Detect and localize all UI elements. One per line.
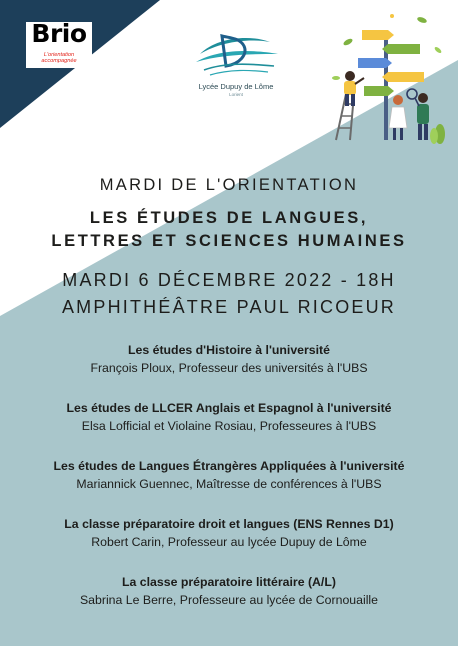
session-title: Les études de Langues Étrangères Appliquées à l'université [53, 459, 405, 473]
brio-logo [26, 19, 92, 68]
session-item [0, 574, 458, 632]
lycee-city: Lorient [229, 92, 243, 97]
session-title: Les études de LLCER Anglais et Espagnol à l'université [66, 401, 392, 415]
session-title: La classe préparatoire littéraire (A/L) [122, 575, 336, 589]
event-date: MARDI 6 DÉCEMBRE 2022 - 18H [62, 270, 396, 290]
event-title-line1: LES ÉTUDES DE LANGUES, [89, 209, 369, 227]
session-title: Les études d'Histoire à l'université [128, 343, 330, 357]
event-venue: AMPHITHÉÂTRE PAUL RICOEUR [61, 297, 397, 317]
lycee-emblem-icon [186, 30, 286, 80]
brio-tagline-line1: L'orientation [43, 52, 75, 58]
lycee-logo [186, 30, 286, 108]
session-speaker: Elsa Lofficial et Violaine Rosiau, Professeures à l'UBS [81, 419, 377, 433]
session-item [0, 516, 458, 574]
session-title: La classe préparatoire droit et langues (ENS Rennes D1) [64, 517, 394, 531]
event-kicker: MARDI DE L'ORIENTATION [99, 176, 359, 194]
session-speaker: Mariannick Guennec, Maîtresse de conférences à l'UBS [76, 477, 382, 491]
lycee-name: Lycée Dupuy de Lôme [198, 82, 274, 91]
brio-tagline-line2: accompagnée [41, 58, 77, 65]
session-speaker: Sabrina Le Berre, Professeure au lycée de Cornouaille [79, 593, 379, 607]
session-speaker: François Ploux, Professeur des universités à l'UBS [90, 361, 368, 375]
signpost-people-illustration [328, 8, 450, 148]
brio-tagline [26, 52, 92, 65]
brio-wordmark: Brio [31, 19, 87, 48]
session-list [0, 342, 458, 632]
event-title-line2: LETTRES ET SCIENCES HUMAINES [51, 232, 407, 250]
session-item [0, 342, 458, 400]
session-speaker: Robert Carin, Professeur au lycée Dupuy de Lôme [91, 535, 367, 549]
session-item [0, 458, 458, 516]
event-title [0, 207, 458, 253]
session-item [0, 400, 458, 458]
